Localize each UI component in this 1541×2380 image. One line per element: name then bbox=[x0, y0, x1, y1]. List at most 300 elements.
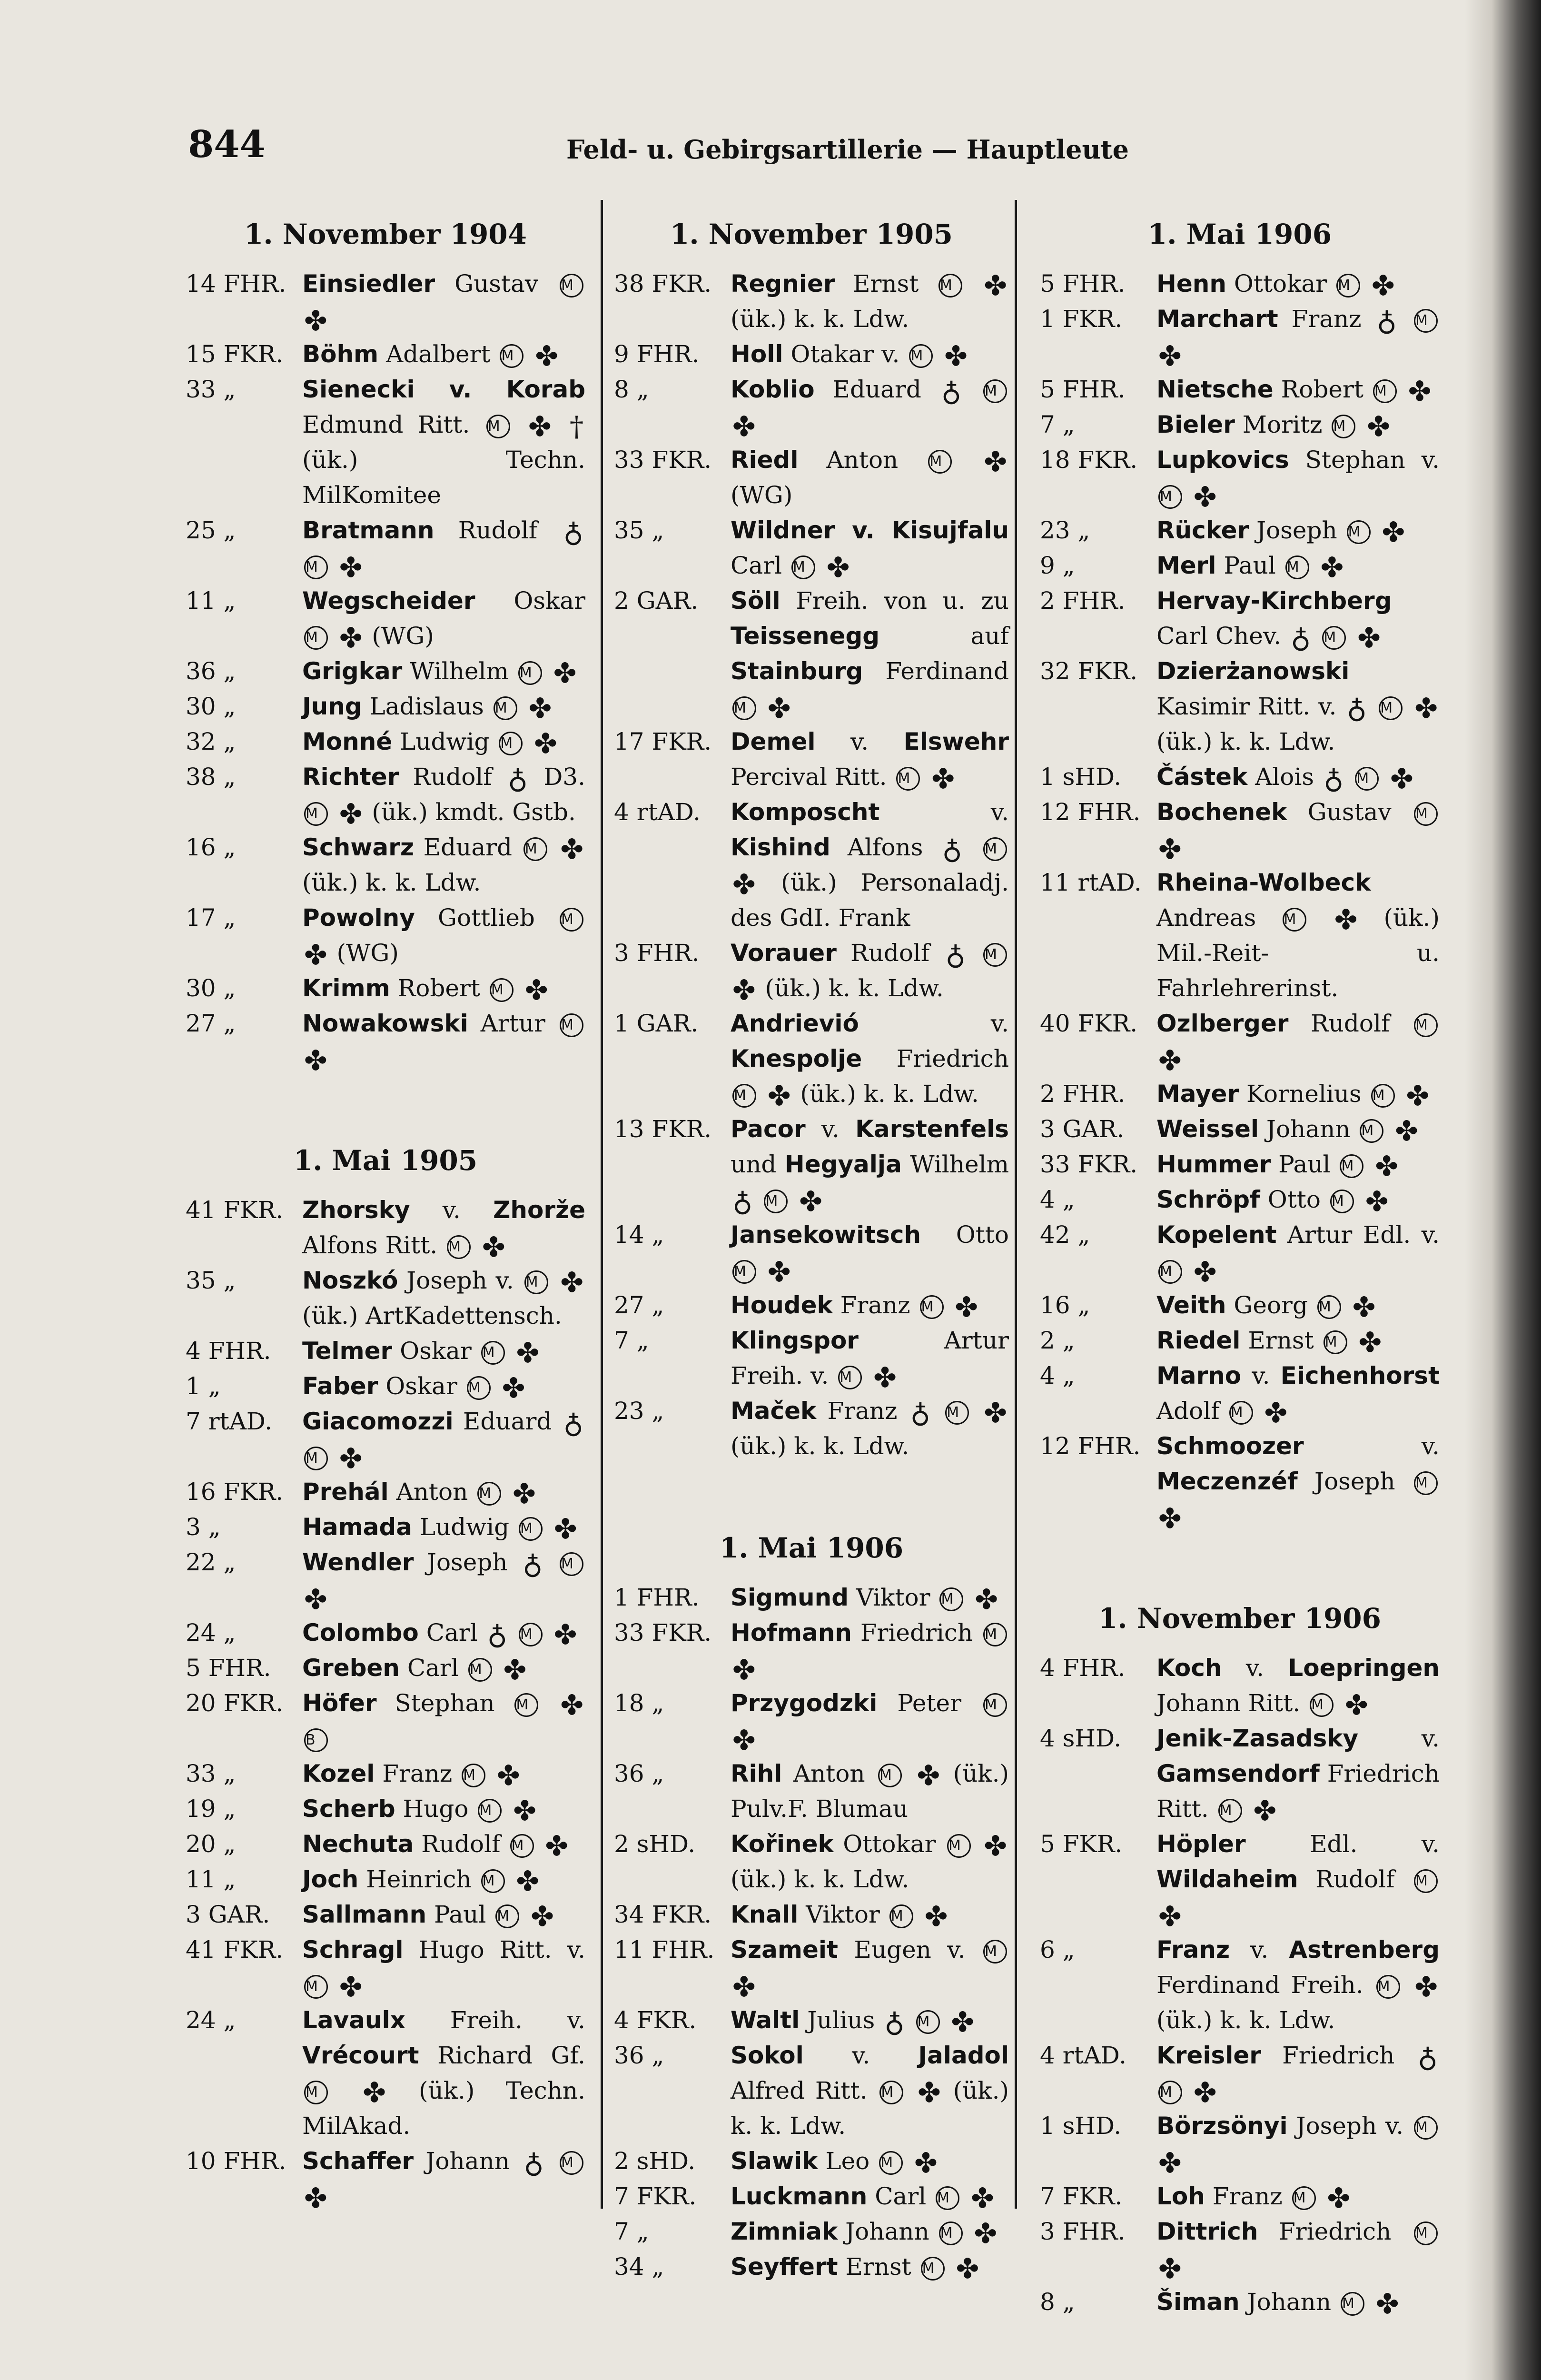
officer-text: Ludwig bbox=[400, 728, 490, 755]
military-merit-medal-icon: M bbox=[1310, 1693, 1334, 1717]
regiment-seniority: 1 FHR. bbox=[614, 1584, 700, 1611]
officer-text: v. bbox=[852, 2042, 870, 2069]
officer-entry bbox=[614, 935, 1009, 1006]
military-merit-medal-icon: M bbox=[519, 1517, 543, 1541]
merit-cross-icon: ✤ bbox=[732, 410, 756, 443]
officer-surname: Monné bbox=[302, 728, 393, 755]
military-merit-medal-icon: M bbox=[304, 802, 328, 826]
officer-surname: Hervay-Kirchberg bbox=[1156, 587, 1392, 615]
section-title: 1. November 1904 bbox=[244, 218, 527, 250]
merit-cross-icon: ✤ bbox=[560, 1689, 583, 1721]
military-merit-medal-icon: M bbox=[1322, 626, 1346, 650]
military-merit-medal-icon: M bbox=[732, 1260, 756, 1284]
military-merit-medal-icon: M bbox=[1229, 1401, 1253, 1425]
officer-text: Rudolf bbox=[413, 763, 492, 791]
officer-text: Joseph bbox=[1256, 516, 1337, 544]
officer-entry bbox=[1040, 2214, 1440, 2284]
officer-surname: Greben bbox=[302, 1654, 400, 1682]
military-merit-medal-icon: M bbox=[494, 696, 517, 720]
officer-surname: Knespolje bbox=[731, 1045, 862, 1072]
merit-cross-icon: ✤ bbox=[1158, 1044, 1182, 1077]
officer-text: Ferdinand Freih. bbox=[1156, 1971, 1363, 1999]
regiment-seniority: 5 FKR. bbox=[1040, 1830, 1123, 1858]
military-merit-medal-icon: M bbox=[983, 379, 1007, 403]
regiment-seniority: 16 FKR. bbox=[186, 1478, 284, 1506]
officer-entry bbox=[614, 1580, 1009, 1615]
merit-cross-icon: ✤ bbox=[304, 2182, 327, 2214]
officer-surname: Riedel bbox=[1156, 1327, 1241, 1354]
officer-details bbox=[1156, 2284, 1440, 2320]
regiment-seniority: 9 „ bbox=[1040, 552, 1075, 579]
officer-surname: Eichenhorst bbox=[1280, 1362, 1440, 1389]
officer-details bbox=[731, 1111, 1009, 1217]
military-merit-medal-icon: M bbox=[304, 1447, 328, 1470]
officer-entry bbox=[186, 1545, 585, 1615]
officer-surname: Colombo bbox=[302, 1619, 419, 1646]
officer-entry bbox=[614, 1615, 1009, 1686]
military-merit-medal-icon: M bbox=[732, 696, 756, 720]
officer-details bbox=[302, 266, 585, 337]
merit-cross-icon: ✤ bbox=[971, 2182, 994, 2214]
officer-text: (ük.) k. k. Ldw. bbox=[765, 974, 944, 1002]
officer-text: v. bbox=[990, 798, 1009, 826]
officer-details bbox=[302, 1932, 585, 2003]
regiment-seniority: 24 „ bbox=[186, 1619, 236, 1646]
regiment-seniority: 14 FHR. bbox=[186, 270, 286, 298]
officer-entry bbox=[1040, 1721, 1440, 1826]
military-merit-medal-icon: M bbox=[1414, 309, 1438, 333]
officer-surname: Marno bbox=[1156, 1362, 1242, 1389]
officer-text: Johann bbox=[425, 2147, 510, 2175]
officer-text: Robert bbox=[1281, 376, 1363, 403]
officer-text: Peter bbox=[897, 1689, 961, 1717]
officer-surname: Loepringen bbox=[1288, 1654, 1440, 1682]
officer-details bbox=[1156, 1217, 1440, 1288]
officer-entry bbox=[1040, 654, 1440, 759]
military-merit-medal-icon: M bbox=[560, 908, 583, 932]
military-merit-medal-icon: M bbox=[1324, 1330, 1347, 1354]
officer-entry bbox=[1040, 2179, 1440, 2214]
merit-cross-icon: ✤ bbox=[560, 1266, 583, 1299]
officer-text: Ernst bbox=[845, 2253, 911, 2281]
officer-details bbox=[731, 513, 1009, 583]
officer-surname: Kishind bbox=[731, 833, 830, 861]
military-merit-medal-icon: M bbox=[939, 2221, 963, 2245]
regiment-seniority: 4 „ bbox=[1040, 1186, 1075, 1213]
officer-entry bbox=[186, 1897, 585, 1932]
order-cross-icon: ♁ bbox=[1291, 622, 1311, 654]
regiment-seniority: 19 „ bbox=[186, 1795, 236, 1823]
officer-surname: Jaladol bbox=[918, 2042, 1009, 2069]
regiment-seniority: 2 sHD. bbox=[614, 1830, 696, 1858]
merit-cross-icon: ✤ bbox=[1193, 2076, 1217, 2109]
merit-cross-icon: ✤ bbox=[1382, 516, 1405, 548]
officer-details bbox=[1156, 2038, 1440, 2108]
merit-cross-icon: ✤ bbox=[1158, 2252, 1182, 2285]
officer-entry bbox=[186, 1263, 585, 1333]
officer-details bbox=[731, 724, 1009, 794]
regiment-seniority: 30 „ bbox=[186, 693, 236, 720]
officer-surname: Vorauer bbox=[731, 939, 837, 967]
regiment-seniority: 2 „ bbox=[1040, 1327, 1075, 1354]
officer-surname: Hamada bbox=[302, 1513, 412, 1541]
officer-surname: Przygodzki bbox=[731, 1689, 878, 1717]
officer-text: Ferdinand bbox=[885, 657, 1009, 685]
military-merit-medal-icon: M bbox=[486, 415, 510, 438]
officer-entry bbox=[1040, 442, 1440, 513]
officer-surname: Marchart bbox=[1156, 305, 1278, 333]
officer-entry bbox=[1040, 1358, 1440, 1428]
officer-entry bbox=[186, 266, 585, 337]
officer-details bbox=[731, 1897, 1009, 1932]
officer-surname: Jenik-Zasadsky bbox=[1156, 1725, 1359, 1752]
merit-cross-icon: ✤ bbox=[732, 1971, 756, 2003]
order-cross-icon: ♁ bbox=[884, 2006, 905, 2038]
military-merit-medal-icon: M bbox=[764, 1190, 788, 1213]
officer-entry bbox=[1040, 794, 1440, 865]
officer-details bbox=[302, 1826, 585, 1862]
regiment-seniority: 11 „ bbox=[186, 587, 236, 615]
merit-cross-icon: ✤ bbox=[528, 410, 552, 443]
military-merit-medal-icon: M bbox=[936, 2186, 959, 2210]
officer-entry bbox=[1040, 301, 1440, 372]
officer-details bbox=[302, 1006, 585, 1076]
merit-cross-icon: ✤ bbox=[1414, 692, 1438, 724]
merit-cross-icon: ✤ bbox=[944, 340, 968, 372]
regiment-seniority: 20 FKR. bbox=[186, 1689, 284, 1717]
regiment-seniority: 3 GAR. bbox=[186, 1901, 270, 1928]
officer-text: v. bbox=[1250, 1936, 1269, 1964]
merit-cross-icon: ✤ bbox=[516, 1337, 540, 1369]
officer-text: Rudolf bbox=[458, 516, 538, 544]
regiment-seniority: 1 „ bbox=[186, 1372, 221, 1400]
officer-text: Franz bbox=[382, 1760, 453, 1787]
officer-details bbox=[731, 2249, 1009, 2284]
merit-cross-icon: ✤ bbox=[1158, 1502, 1182, 1535]
officer-surname: Slawik bbox=[731, 2147, 818, 2175]
officer-text: Eduard bbox=[463, 1408, 552, 1435]
officer-entry bbox=[614, 1826, 1009, 1897]
regiment-seniority: 32 FKR. bbox=[1040, 657, 1138, 685]
officer-entry bbox=[186, 1862, 585, 1897]
military-merit-medal-icon: M bbox=[879, 2081, 903, 2104]
officer-text: (ük.) k. k. Ldw. bbox=[302, 869, 481, 896]
military-merit-medal-icon: M bbox=[945, 1401, 969, 1425]
officer-entry bbox=[614, 1897, 1009, 1932]
officer-text: v. bbox=[850, 728, 869, 755]
officer-entry bbox=[1040, 2038, 1440, 2108]
officer-surname: Kořinek bbox=[731, 1830, 834, 1858]
officer-text: Ottokar bbox=[843, 1830, 936, 1858]
regiment-seniority: 13 FKR. bbox=[614, 1115, 712, 1143]
officer-entry bbox=[1040, 513, 1440, 548]
officer-entry bbox=[186, 513, 585, 583]
officer-text: Rudolf bbox=[850, 939, 930, 967]
officer-surname: Jung bbox=[302, 693, 362, 720]
military-merit-medal-icon: M bbox=[879, 2151, 903, 2175]
military-merit-medal-icon: M bbox=[462, 1764, 485, 1787]
officer-text: (ük.) k. k. Ldw. bbox=[1156, 728, 1335, 755]
military-merit-medal-icon: M bbox=[916, 2010, 940, 2034]
officer-details bbox=[302, 513, 585, 583]
order-cross-icon: ♁ bbox=[487, 1618, 507, 1651]
officer-text: Johann Ritt. bbox=[1156, 1689, 1301, 1717]
regiment-seniority: 22 „ bbox=[186, 1548, 236, 1576]
military-merit-medal-icon: M bbox=[510, 1834, 534, 1858]
officer-surname: Prehál bbox=[302, 1478, 389, 1506]
officer-entry bbox=[1040, 583, 1440, 654]
military-merit-medal-icon: M bbox=[1414, 1013, 1438, 1037]
officer-entry bbox=[186, 689, 585, 724]
officer-details bbox=[731, 1393, 1009, 1464]
military-merit-medal-icon: M bbox=[560, 2151, 583, 2175]
officer-details bbox=[731, 1006, 1009, 1111]
section-title: 1. November 1906 bbox=[1098, 1602, 1382, 1635]
merit-cross-icon: ✤ bbox=[1414, 1971, 1438, 2003]
officer-entry bbox=[186, 1932, 585, 2003]
merit-cross-icon: ✤ bbox=[799, 1185, 822, 1218]
officer-text: Friedrich bbox=[896, 1045, 1009, 1072]
officer-details bbox=[1156, 513, 1440, 548]
officer-entry bbox=[614, 2214, 1009, 2249]
officer-entry bbox=[614, 1323, 1009, 1393]
military-merit-medal-icon: M bbox=[560, 274, 583, 298]
officer-details bbox=[1156, 2179, 1440, 2214]
regiment-seniority: 35 „ bbox=[186, 1267, 236, 1294]
officer-entry bbox=[186, 1509, 585, 1545]
military-merit-medal-icon: M bbox=[499, 732, 523, 755]
merit-cross-icon: ✤ bbox=[826, 551, 850, 584]
military-merit-medal-icon: M bbox=[1341, 2292, 1364, 2316]
officer-details bbox=[1156, 865, 1440, 1006]
officer-details bbox=[731, 1686, 1009, 1756]
merit-cross-icon: ✤ bbox=[1390, 763, 1413, 795]
officer-surname: Kozel bbox=[302, 1760, 375, 1787]
regiment-seniority: 1 GAR. bbox=[614, 1010, 699, 1037]
officer-surname: Sokol bbox=[731, 2042, 804, 2069]
regiment-seniority: 33 FKR. bbox=[614, 1619, 712, 1646]
merit-cross-icon: ✤ bbox=[339, 1442, 363, 1475]
merit-cross-icon: ✤ bbox=[924, 1900, 948, 1933]
officer-entry bbox=[1040, 2108, 1440, 2179]
merit-cross-icon: ✤ bbox=[1358, 1326, 1382, 1359]
officer-text: Andreas bbox=[1156, 904, 1256, 932]
officer-surname: Nechuta bbox=[302, 1830, 414, 1858]
officer-details bbox=[731, 372, 1009, 442]
officer-entry bbox=[614, 2143, 1009, 2179]
officer-surname: Wendler bbox=[302, 1548, 414, 1576]
officer-text: Stephan v. bbox=[1305, 446, 1440, 474]
officer-text: Eugen v. bbox=[854, 1936, 966, 1964]
military-merit-medal-icon: M bbox=[524, 837, 547, 861]
officer-details bbox=[1156, 794, 1440, 865]
merit-cross-icon: ✤ bbox=[339, 798, 363, 830]
regiment-seniority: 38 FKR. bbox=[614, 270, 712, 298]
officer-surname: Krimm bbox=[302, 974, 390, 1002]
officer-surname: Dittrich bbox=[1156, 2218, 1258, 2245]
officer-details bbox=[731, 935, 1009, 1006]
military-merit-medal-icon: M bbox=[1414, 2221, 1438, 2245]
officer-text: Heinrich bbox=[366, 1865, 472, 1893]
officer-details bbox=[731, 583, 1009, 724]
officer-text: Otto bbox=[956, 1221, 1009, 1249]
officer-text: Robert bbox=[397, 974, 480, 1002]
officer-entry bbox=[186, 1404, 585, 1474]
regiment-seniority: 17 „ bbox=[186, 904, 236, 932]
officer-surname: Částek bbox=[1156, 763, 1248, 791]
officer-text: Moritz bbox=[1242, 411, 1323, 438]
officer-details bbox=[731, 442, 1009, 513]
officer-surname: Knall bbox=[731, 1901, 799, 1928]
merit-cross-icon: ✤ bbox=[732, 1654, 756, 1686]
merit-cross-icon: ✤ bbox=[1253, 1795, 1277, 1827]
merit-cross-icon: ✤ bbox=[1264, 1397, 1288, 1429]
military-merit-medal-icon: M bbox=[838, 1366, 862, 1389]
officer-details bbox=[302, 1791, 585, 1826]
merit-cross-icon: ✤ bbox=[1158, 833, 1182, 865]
merit-cross-icon: ✤ bbox=[553, 1513, 577, 1545]
regiment-seniority: 27 „ bbox=[614, 1291, 664, 1319]
officer-text: Franz bbox=[827, 1397, 898, 1425]
officer-details bbox=[1156, 407, 1440, 442]
officer-text: (ük.) k. k. Ldw. bbox=[731, 305, 909, 333]
officer-text: v. bbox=[1421, 1725, 1440, 1752]
officer-entry bbox=[186, 583, 585, 654]
officer-surname: Söll bbox=[731, 587, 780, 615]
order-cross-icon: ♁ bbox=[1376, 305, 1397, 337]
officer-text: Adalbert bbox=[386, 340, 491, 368]
officer-entry bbox=[186, 1826, 585, 1862]
officer-entry bbox=[614, 2249, 1009, 2284]
military-merit-medal-icon: M bbox=[1317, 1295, 1341, 1319]
officer-surname: Elswehr bbox=[903, 728, 1009, 755]
merit-cross-icon: ✤ bbox=[516, 1865, 540, 1897]
officer-surname: Maček bbox=[731, 1397, 817, 1425]
officer-details bbox=[302, 1509, 585, 1545]
military-merit-medal-icon: M bbox=[1283, 908, 1306, 932]
merit-cross-icon: ✤ bbox=[732, 1724, 756, 1756]
officer-entry bbox=[1040, 1182, 1440, 1217]
regiment-seniority: 11 FHR. bbox=[614, 1936, 715, 1964]
military-merit-medal-icon: M bbox=[1379, 696, 1403, 720]
officer-details bbox=[302, 1756, 585, 1791]
officer-text: Carl bbox=[875, 2182, 927, 2210]
regiment-seniority: 7 FKR. bbox=[614, 2182, 697, 2210]
officer-entry bbox=[1040, 1288, 1440, 1323]
officer-text: (ük.) kmdt. Gstb. bbox=[372, 798, 576, 826]
order-cross-icon: ♁ bbox=[942, 833, 962, 865]
military-merit-medal-icon: M bbox=[560, 1013, 583, 1037]
military-merit-medal-icon: M bbox=[921, 2257, 945, 2281]
officer-text: Eduard bbox=[423, 833, 513, 861]
officer-text: Oskar bbox=[385, 1372, 457, 1400]
officer-surname: Faber bbox=[302, 1372, 378, 1400]
regiment-seniority: 4 rtAD. bbox=[1040, 2042, 1127, 2069]
officer-details bbox=[731, 1826, 1009, 1897]
regiment-seniority: 17 FKR. bbox=[614, 728, 712, 755]
officer-entry bbox=[186, 2143, 585, 2214]
merit-cross-icon: ✤ bbox=[732, 974, 756, 1006]
merit-cross-icon: ✤ bbox=[767, 692, 791, 724]
merit-cross-icon: ✤ bbox=[1367, 410, 1390, 443]
regiment-seniority: 30 „ bbox=[186, 974, 236, 1002]
regiment-seniority: 6 „ bbox=[1040, 1936, 1075, 1964]
officer-entry bbox=[1040, 1076, 1440, 1111]
merit-cross-icon: ✤ bbox=[914, 2147, 938, 2179]
merit-cross-icon: ✤ bbox=[339, 622, 363, 654]
officer-details bbox=[1156, 442, 1440, 513]
regiment-seniority: 10 FHR. bbox=[186, 2147, 286, 2175]
merit-cross-icon: ✤ bbox=[1406, 1080, 1430, 1112]
officer-details bbox=[731, 1323, 1009, 1393]
officer-entry bbox=[1040, 1217, 1440, 1288]
officer-surname: Klingspor bbox=[731, 1327, 859, 1354]
military-merit-medal-icon: M bbox=[1330, 1190, 1354, 1213]
officer-text: (WG) bbox=[336, 939, 399, 967]
military-merit-medal-icon: M bbox=[983, 1623, 1007, 1646]
merit-cross-icon: ✤ bbox=[1158, 1900, 1182, 1933]
regiment-seniority: 23 „ bbox=[1040, 516, 1090, 544]
military-merit-medal-icon: M bbox=[1414, 802, 1438, 826]
officer-text: Ernst bbox=[1248, 1327, 1314, 1354]
order-cross-icon: ♁ bbox=[1323, 763, 1344, 795]
military-merit-medal-icon: M bbox=[304, 1975, 328, 1999]
officer-text: Rudolf bbox=[1311, 1010, 1390, 1037]
order-cross-icon: ♁ bbox=[941, 375, 962, 407]
officer-details bbox=[302, 724, 585, 759]
merit-cross-icon: ✤ bbox=[304, 305, 327, 337]
officer-details bbox=[1156, 759, 1440, 794]
officer-details bbox=[1156, 654, 1440, 759]
military-merit-medal-icon: M bbox=[1336, 274, 1360, 298]
officer-text: Edmund Ritt. bbox=[302, 411, 470, 438]
officer-surname: Henn bbox=[1156, 270, 1226, 298]
officer-text: Freih. von u. zu bbox=[796, 587, 1009, 615]
regiment-seniority: 4 FHR. bbox=[1040, 1654, 1126, 1682]
officer-surname: Zhorsky bbox=[302, 1196, 410, 1224]
officer-surname: Schaffer bbox=[302, 2147, 414, 2175]
merit-cross-icon: ✤ bbox=[553, 657, 577, 689]
regiment-seniority: 8 „ bbox=[1040, 2288, 1075, 2316]
regiment-seniority: 5 FHR. bbox=[186, 1654, 271, 1682]
merit-cross-icon: ✤ bbox=[513, 1795, 536, 1827]
officer-surname: Böhm bbox=[302, 340, 379, 368]
merit-cross-icon: ✤ bbox=[1408, 375, 1432, 407]
military-merit-medal-icon: M bbox=[500, 344, 524, 368]
merit-cross-icon: ✤ bbox=[1375, 2288, 1399, 2320]
officer-details bbox=[302, 654, 585, 689]
officer-text: Georg bbox=[1234, 1291, 1308, 1319]
officer-entry bbox=[614, 513, 1009, 583]
officer-surname: Andrievió bbox=[731, 1010, 859, 1037]
officer-entry bbox=[1040, 1323, 1440, 1358]
officer-entry bbox=[1040, 1428, 1440, 1534]
officer-entry bbox=[1040, 1650, 1440, 1721]
merit-cross-icon: ✤ bbox=[339, 1971, 363, 2003]
officer-entry bbox=[1040, 759, 1440, 794]
military-merit-medal-icon: M bbox=[878, 1764, 902, 1787]
officer-text: (ük.) k. k. Ldw. bbox=[800, 1080, 979, 1108]
officer-entry bbox=[614, 1006, 1009, 1111]
officer-surname: Merl bbox=[1156, 552, 1216, 579]
regiment-seniority: 33 FKR. bbox=[1040, 1150, 1138, 1178]
officer-surname: Stainburg bbox=[731, 657, 863, 685]
officer-surname: Richter bbox=[302, 763, 399, 791]
section-title: 1. Mai 1906 bbox=[719, 1532, 904, 1564]
officer-entry bbox=[614, 442, 1009, 513]
officer-details bbox=[731, 266, 1009, 337]
order-cross-icon: ♁ bbox=[563, 516, 583, 548]
